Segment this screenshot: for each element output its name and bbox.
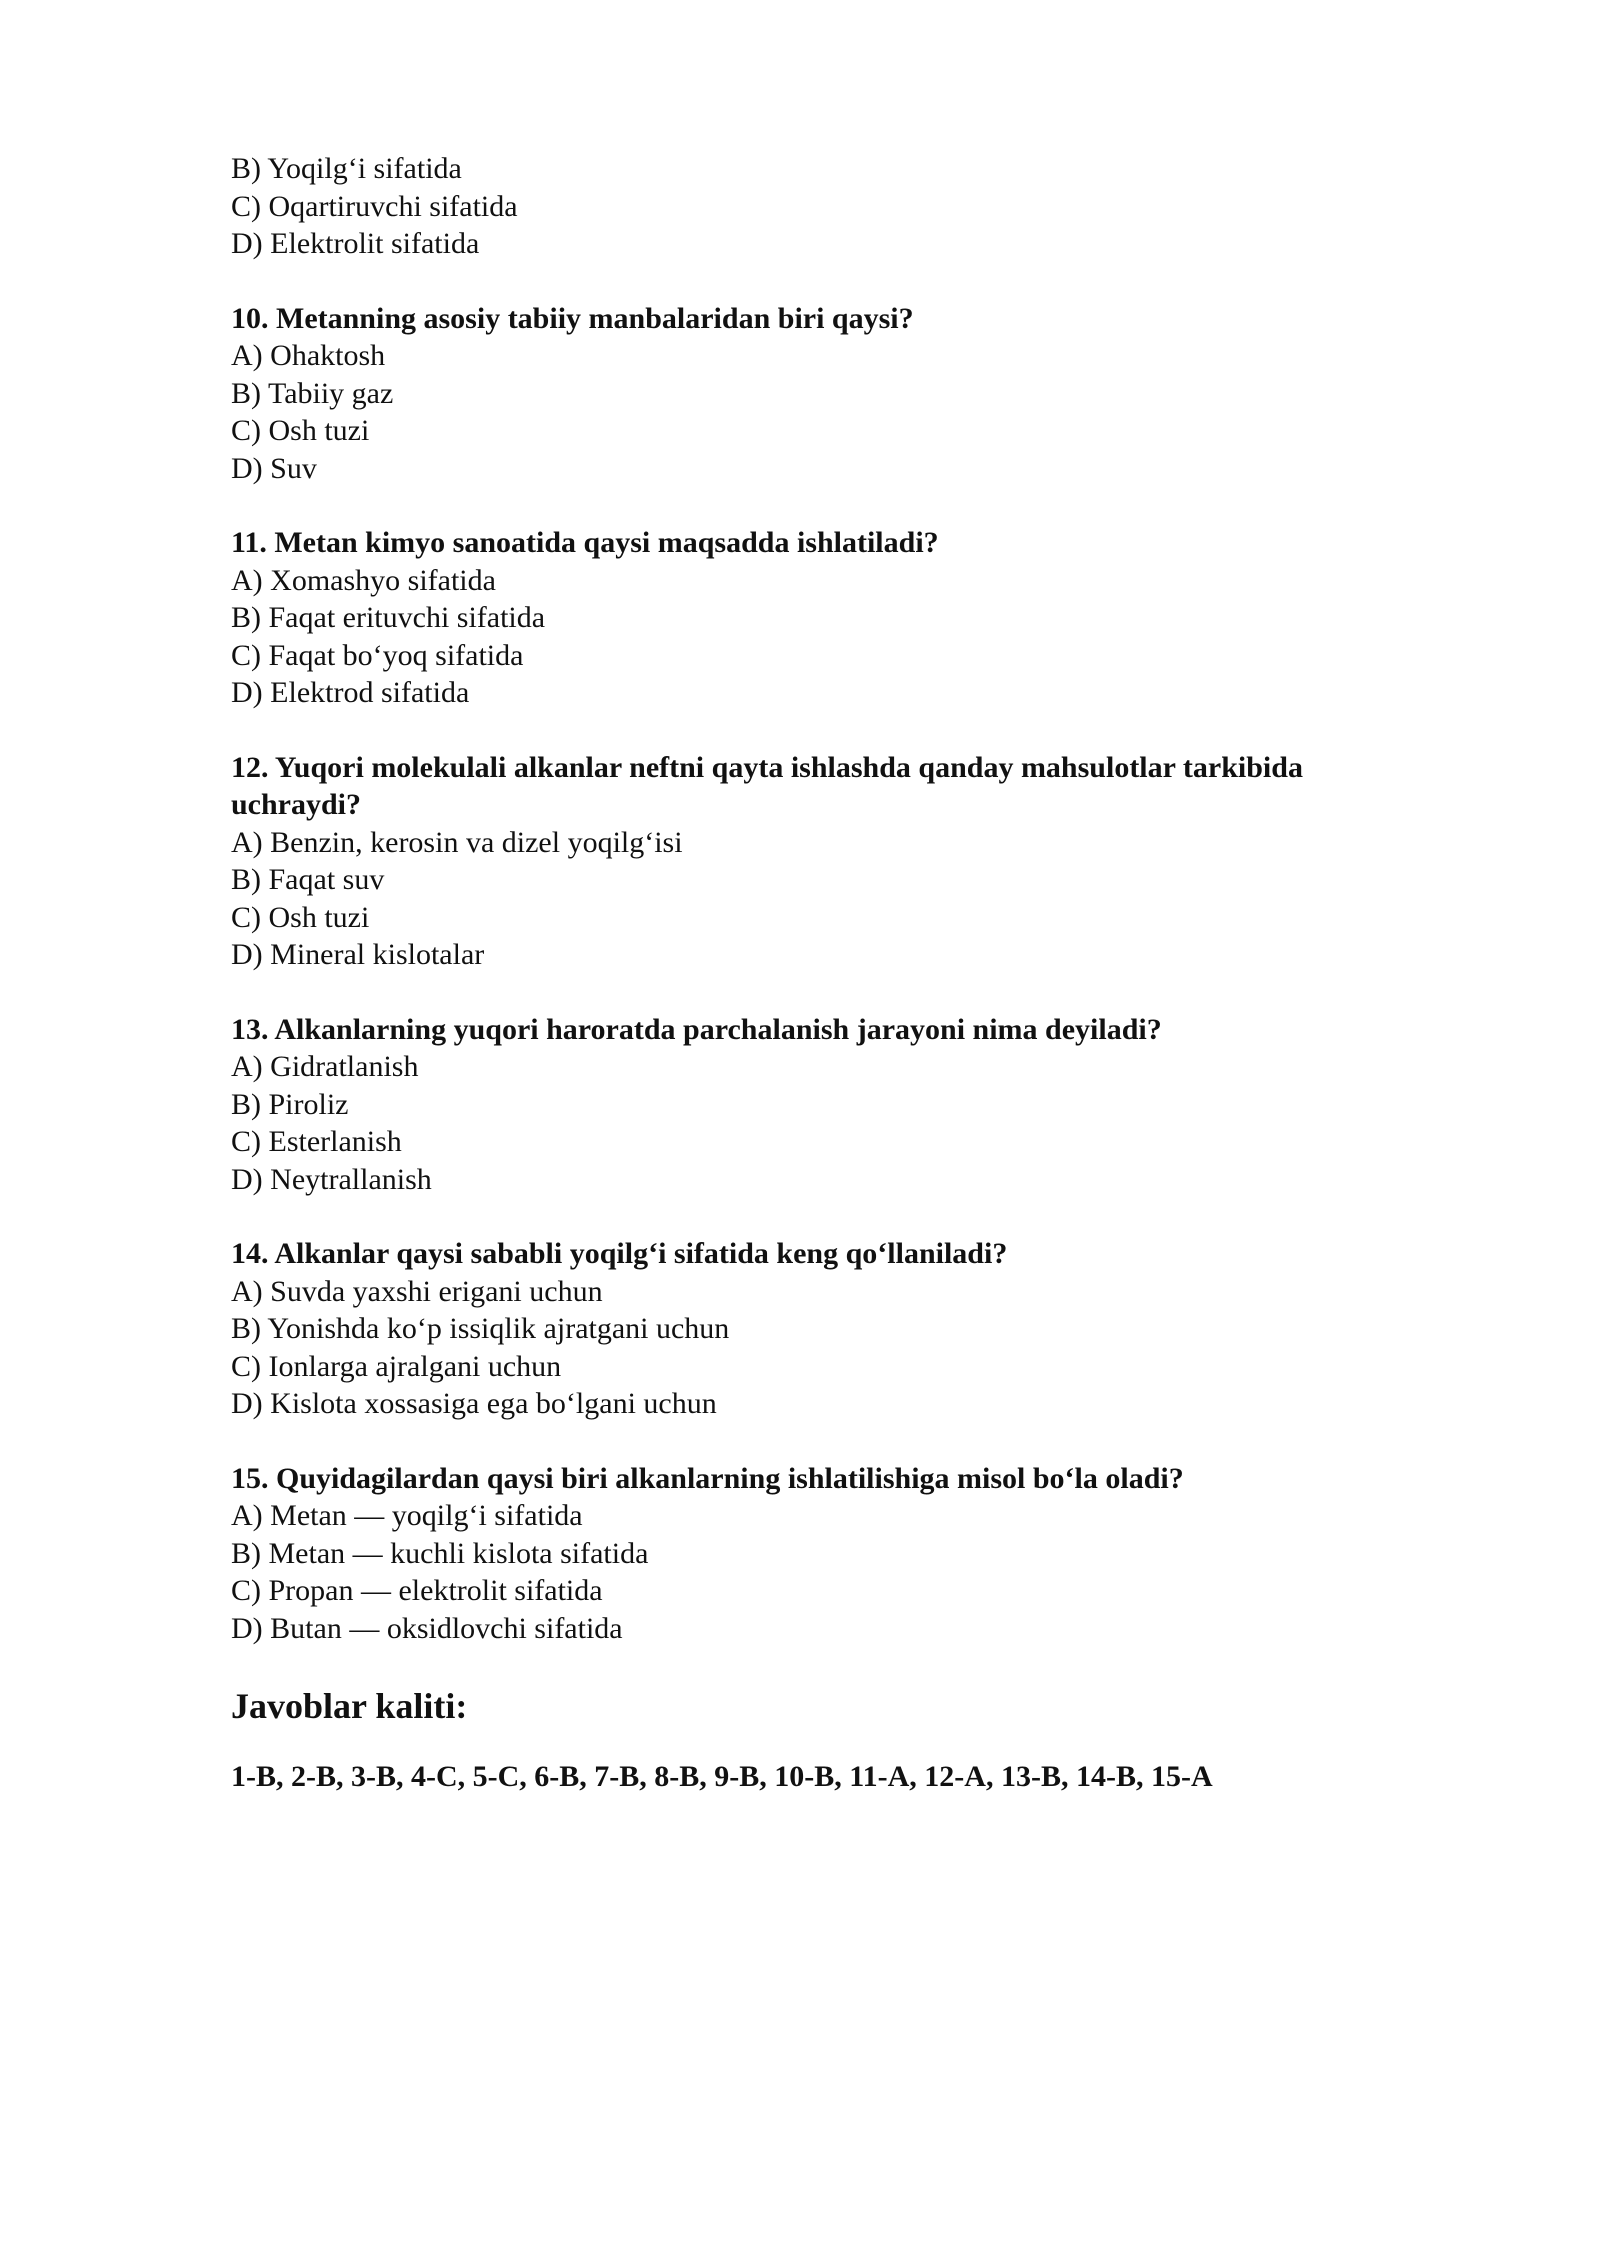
document-page — [231, 150, 1421, 1796]
option-line: C) Ionlarga ajralgani uchun — [231, 1349, 562, 1383]
question-13 — [231, 1011, 1421, 1199]
option-line: B) Metan — kuchli kislota sifatida — [231, 1536, 649, 1570]
question-title: 11. Metan kimyo sanoatida qaysi maqsadda ishlatiladi? — [231, 526, 939, 559]
option-line: D) Mineral kislotalar — [231, 938, 485, 971]
option-line: A) Ohaktosh — [231, 339, 386, 372]
option-line: C) Osh tuzi — [231, 900, 370, 934]
option-line: C) Propan — elektrolit sifatida — [231, 1574, 603, 1607]
option-line: C) Esterlanish — [231, 1125, 402, 1158]
option-line: C) Oqartiruvchi sifatida — [231, 189, 518, 223]
option-line: C) Osh tuzi — [231, 414, 370, 447]
question-title: 13. Alkanlarning yuqori haroratda parchalanish jarayoni nima deyiladi? — [231, 1012, 1162, 1046]
option-line: B) Yoqilg‘i sifatida — [231, 152, 462, 185]
question-title: 12. Yuqori molekulali alkanlar neftni qayta ishlashda qanday mahsulotlar tarkibida uchraydi? — [231, 750, 1303, 821]
question-12 — [231, 749, 1421, 974]
option-line: A) Gidratlanish — [231, 1050, 419, 1083]
question-11 — [231, 524, 1421, 712]
question-title: 10. Metanning asosiy tabiiy manbalaridan biri qaysi? — [231, 301, 914, 335]
option-line: D) Butan — oksidlovchi sifatida — [231, 1611, 623, 1645]
answer-key-list: 1-B, 2-B, 3-B, 4-C, 5-C, 6-B, 7-B, 8-B, 9-B, 10-B, 11-A, 12-A, 13-B, 14-B, 15-A — [231, 1760, 1213, 1793]
option-line: B) Tabiiy gaz — [231, 376, 394, 410]
option-line: D) Suv — [231, 451, 317, 485]
option-line: A) Xomashyo sifatida — [231, 563, 496, 597]
answer-key-heading: Javoblar kaliti: — [231, 1686, 468, 1726]
option-line: B) Piroliz — [231, 1087, 349, 1121]
option-line: C) Faqat bo‘yoq sifatida — [231, 638, 524, 672]
option-line: A) Suvda yaxshi erigani uchun — [231, 1274, 603, 1308]
option-line: A) Metan — yoqilg‘i sifatida — [231, 1499, 583, 1532]
option-line: B) Faqat erituvchi sifatida — [231, 601, 546, 634]
question-title: 15. Quyidagilardan qaysi biri alkanlarning ishlatilishiga misol bo‘la oladi? — [231, 1461, 1184, 1495]
option-line: B) Faqat suv — [231, 863, 385, 896]
option-line: D) Neytrallanish — [231, 1162, 432, 1196]
option-line: D) Elektrod sifatida — [231, 676, 470, 709]
question-9-continued — [231, 150, 1421, 263]
question-14 — [231, 1235, 1421, 1423]
option-line: D) Kislota xossasiga ega bo‘lgani uchun — [231, 1387, 717, 1420]
option-line: B) Yonishda ko‘p issiqlik ajratgani uchun — [231, 1312, 730, 1345]
question-10 — [231, 300, 1421, 488]
option-line: A) Benzin, kerosin va dizel yoqilg‘isi — [231, 825, 683, 859]
option-line: D) Elektrolit sifatida — [231, 227, 480, 260]
question-15 — [231, 1460, 1421, 1648]
question-title: 14. Alkanlar qaysi sababli yoqilg‘i sifatida keng qo‘llaniladi? — [231, 1237, 1008, 1270]
